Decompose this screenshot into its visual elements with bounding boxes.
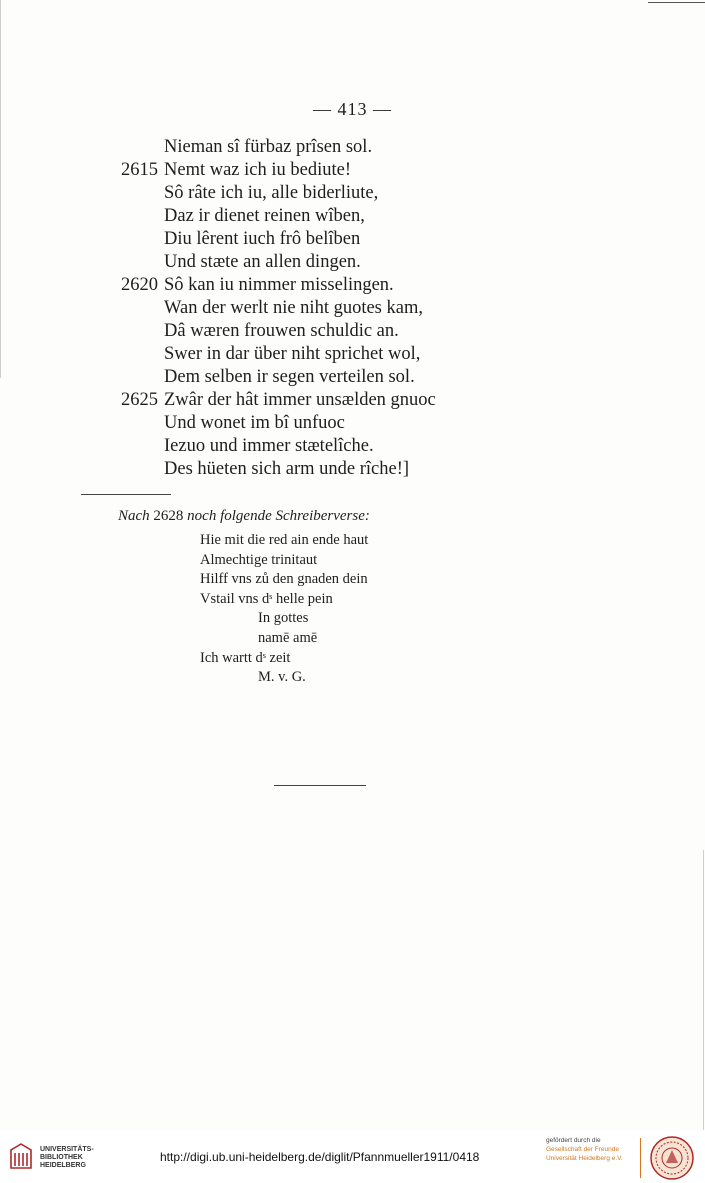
sponsor-intro: gefördert durch die	[546, 1137, 601, 1144]
sponsor-note[interactable]	[546, 1136, 623, 1163]
verse-line	[0, 435, 705, 458]
verse-line	[0, 297, 705, 320]
verse-text: Nemt waz ich iu bediute!	[164, 160, 351, 180]
verse-number: 2615	[121, 160, 158, 180]
scribe-line: Hilff vns zů den gnaden dein	[200, 571, 368, 588]
verse-line	[0, 320, 705, 343]
verse-text: Diu lêrent iuch frô belîben	[164, 229, 361, 249]
scribe-line: Ich wartt dˢ zeit	[200, 649, 291, 666]
verse-text: Sô kan iu nimmer misselingen.	[164, 275, 394, 295]
footnote-rule	[81, 494, 171, 495]
verse-text: Wan der werlt nie niht guotes kam,	[164, 298, 423, 318]
verse-line	[0, 182, 705, 205]
verse-line	[0, 274, 705, 297]
scribe-line: M. v. G.	[258, 669, 306, 686]
library-logo-icon[interactable]	[8, 1142, 34, 1170]
verse-line	[0, 458, 705, 481]
verse-number: 2625	[121, 390, 158, 410]
footer-divider	[640, 1138, 641, 1178]
verse-text: Daz ir dienet reinen wîben,	[164, 206, 365, 226]
verse-line	[0, 228, 705, 251]
verse-text: Und stæte an allen dingen.	[164, 252, 361, 272]
scribe-line: Hie mit die red ain ende haut	[200, 532, 369, 548]
scribe-line: Vstail vns dˢ helle pein	[200, 590, 333, 607]
verse-text: Des hüeten sich arm unde rîche!]	[164, 459, 410, 479]
verse-text: Dâ wæren frouwen schuldic an.	[164, 321, 399, 341]
page-number: — 413 —	[313, 99, 392, 119]
sponsor-line: Universität Heidelberg e.V.	[546, 1155, 623, 1162]
logo-line: UNIVERSITÄTS-	[40, 1146, 94, 1153]
scribe-line: namē amē	[258, 630, 318, 646]
footnote-suffix: noch folgende Schreiberverse:	[187, 508, 370, 524]
verse-line	[0, 412, 705, 435]
end-rule	[274, 785, 366, 786]
verse-text: Iezuo und immer stætelîche.	[164, 436, 374, 456]
verse-text: Swer in dar über niht sprichet wol,	[164, 344, 421, 364]
footnote-heading	[118, 508, 370, 525]
viewer-footer	[0, 1130, 705, 1183]
verse-text: Und wonet im bî unfuoc	[164, 413, 345, 433]
scan-edge-rule	[648, 2, 705, 3]
verse-text: Nieman sî fürbaz prîsen sol.	[164, 137, 373, 157]
scribe-line: Almechtige trinitaut	[200, 551, 318, 568]
sponsor-line: Gesellschaft der Freunde	[546, 1146, 619, 1153]
logo-line: HEIDELBERG	[40, 1162, 86, 1169]
permalink-url[interactable]: http://digi.ub.uni-heidelberg.de/diglit/Pfannmueller1911/0418	[160, 1150, 480, 1164]
footnote-prefix: Nach	[118, 508, 150, 524]
logo-line: BIBLIOTHEK	[40, 1154, 83, 1161]
scan-edge-right	[703, 850, 704, 1130]
footnote-line-number: 2628	[153, 508, 184, 524]
verse-line	[0, 366, 705, 389]
verse-line	[0, 136, 705, 159]
verse-line	[0, 251, 705, 274]
verse-line	[0, 343, 705, 366]
verse-text: Dem selben ir segen verteilen sol.	[164, 367, 415, 387]
verse-text: Zwâr der hât immer unsælden gnuoc	[164, 390, 436, 410]
verse-number: 2620	[121, 275, 158, 295]
verse-line	[0, 159, 705, 182]
scribe-line: In gottes	[258, 610, 309, 627]
verse-text: Sô râte ich iu, alle biderliute,	[164, 183, 379, 203]
verse-line	[0, 205, 705, 228]
university-seal-icon[interactable]	[649, 1135, 695, 1181]
verse-line	[0, 389, 705, 412]
library-logo-text[interactable]	[40, 1146, 94, 1170]
